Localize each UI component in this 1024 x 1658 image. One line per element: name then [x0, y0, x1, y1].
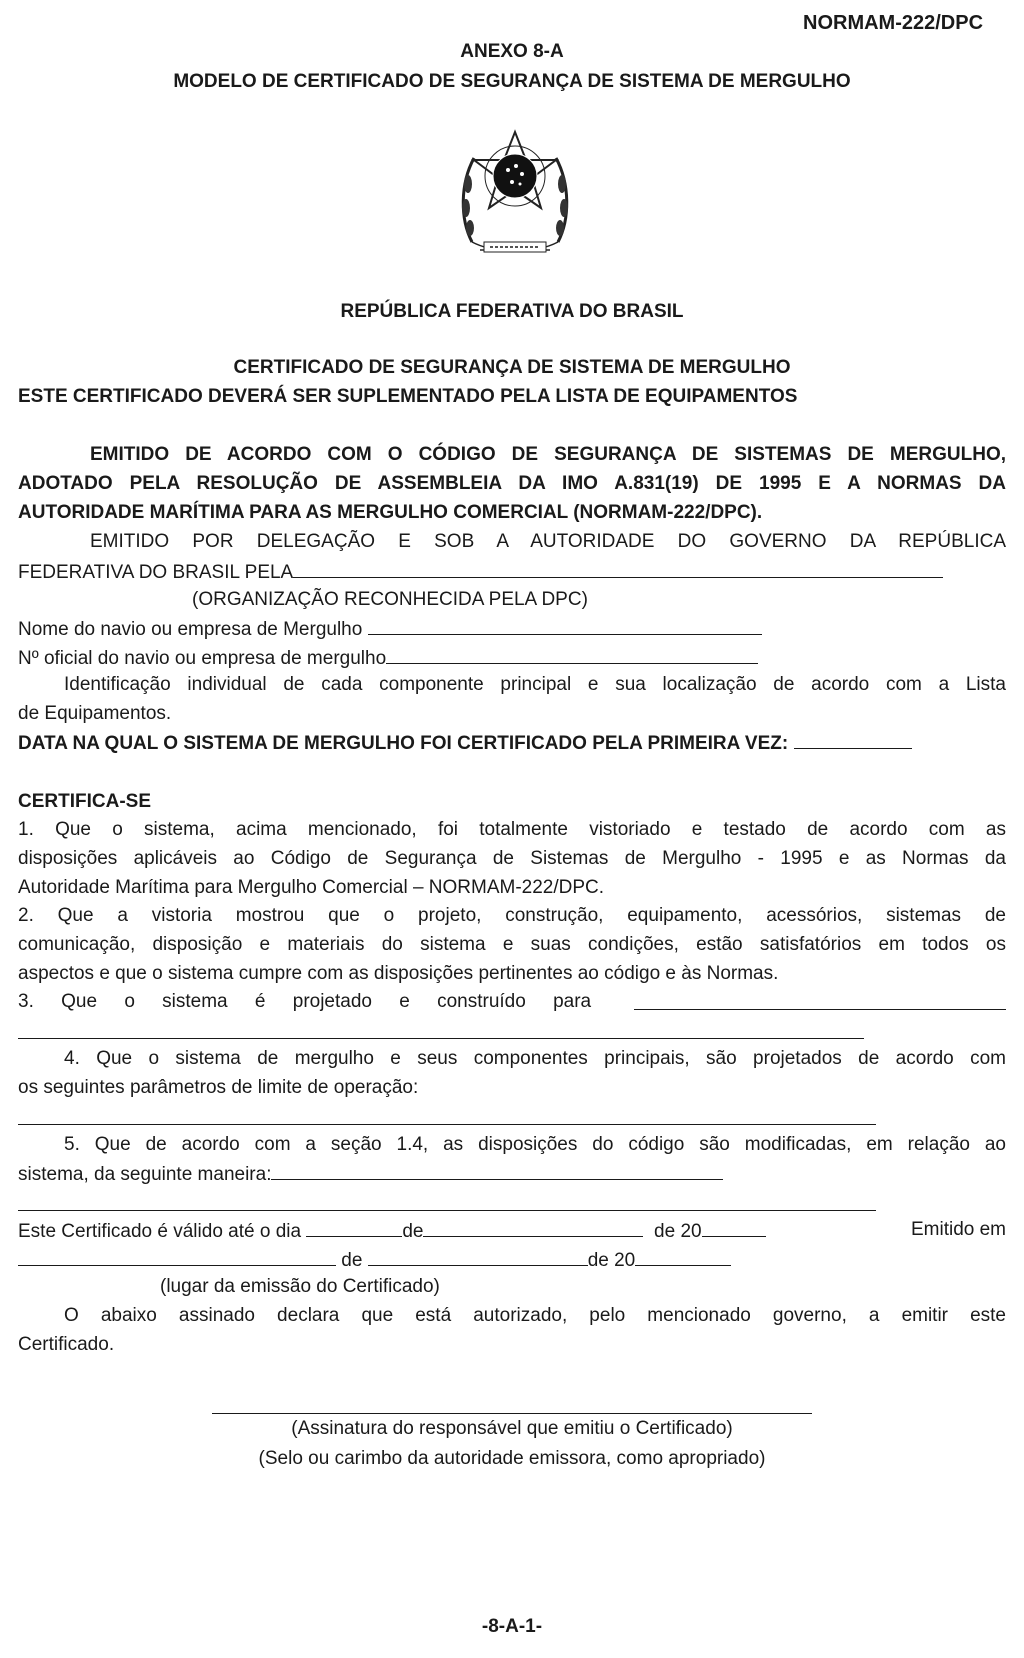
- ship-name-row: Nome do navio ou empresa de Mergulho: [18, 616, 762, 642]
- first-cert-date-row: DATA NA QUAL O SISTEMA DE MERGULHO FOI CERTIFICADO PELA PRIMEIRA VEZ:: [18, 730, 912, 756]
- issued-per-line-3: AUTORIDADE MARÍTIMA PARA AS MERGULHO COMERCIAL (NORMAM-222/DPC).: [18, 502, 763, 523]
- ship-number-row: Nº oficial do navio ou empresa de mergulho: [18, 645, 758, 671]
- item3-field[interactable]: [634, 991, 1006, 1010]
- item1-line-3: Autoridade Marítima para Mergulho Comercial – NORMAM-222/DPC.: [18, 877, 605, 898]
- organization-field[interactable]: [293, 559, 943, 578]
- identification-line-1: Identificação individual de cada componente principal e sua localização de acordo com a Lista: [64, 674, 1006, 695]
- item1-line-1: 1. Que o sistema, acima mencionado, foi totalmente vistoriado e testado de acordo com as: [18, 819, 1006, 840]
- issued-at-label: Emitido em: [910, 1219, 1006, 1240]
- signature-caption: (Assinatura do responsável que emitiu o Certificado): [291, 1418, 733, 1439]
- issue-month-field[interactable]: [368, 1247, 588, 1266]
- seal-caption: (Selo ou carimbo da autoridade emissora, como apropriado): [258, 1448, 766, 1469]
- declaration-line-1: O abaixo assinado declara que está autorizado, pelo mencionado governo, a emitir este: [64, 1305, 1006, 1326]
- issued-by-line-1: EMITIDO POR DELEGAÇÃO E SOB A AUTORIDADE DO GOVERNO DA REPÚBLICA: [90, 531, 1006, 552]
- signature-line[interactable]: [212, 1413, 812, 1414]
- item2-line-1: 2. Que a vistoria mostrou que o projeto, construção, equipamento, acessórios, sistemas de: [18, 905, 1006, 926]
- certifies-heading: CERTIFICA-SE: [18, 791, 151, 812]
- ship-name-field[interactable]: [368, 616, 762, 635]
- valid-day-field[interactable]: [306, 1218, 402, 1237]
- item5-continuation-field[interactable]: [18, 1210, 876, 1211]
- organization-note: (ORGANIZAÇÃO RECONHECIDA PELA DPC): [192, 589, 588, 610]
- item3-row: 3. Que o sistema é projetado e construído para: [18, 990, 1006, 1014]
- coat-of-arms-of-brazil-icon: [450, 124, 580, 274]
- item2-line-3: aspectos e que o sistema cumpre com as disposições pertinentes ao código e às Normas.: [18, 963, 779, 984]
- item4-line-2: os seguintes parâmetros de limite de operação:: [18, 1077, 419, 1098]
- certificate-title: CERTIFICADO DE SEGURANÇA DE SISTEMA DE MERGULHO: [233, 357, 791, 378]
- item5-line-2: sistema, da seguinte maneira:: [18, 1161, 723, 1187]
- page-number: -8-A-1-: [481, 1616, 543, 1637]
- ship-number-field[interactable]: [386, 645, 758, 664]
- item4-line-1: 4. Que o sistema de mergulho e seus componentes principais, são projetados de acordo com: [64, 1048, 1006, 1069]
- validity-row: Este Certificado é válido até o dia de de 20 Emitido em: [18, 1219, 1006, 1242]
- identification-line-2: de Equipamentos.: [18, 703, 172, 724]
- valid-month-field[interactable]: [423, 1218, 643, 1237]
- item1-line-2: disposições aplicáveis ao Código de Segurança de Sistemas de Mergulho - 1995 e as Normas da: [18, 848, 1006, 869]
- item5-field[interactable]: [271, 1161, 723, 1180]
- model-title: MODELO DE CERTIFICADO DE SEGURANÇA DE SISTEMA DE MERGULHO: [173, 71, 851, 92]
- declaration-line-2: Certificado.: [18, 1334, 115, 1355]
- certificate-supplement-note: ESTE CERTIFICADO DEVERÁ SER SUPLEMENTADO PELA LISTA DE EQUIPAMENTOS: [18, 386, 798, 407]
- item3-continuation-field[interactable]: [18, 1038, 864, 1039]
- republic-name: REPÚBLICA FEDERATIVA DO BRASIL: [340, 301, 684, 322]
- annex-title: ANEXO 8-A: [460, 41, 564, 62]
- normam-reference: NORMAM-222/DPC: [803, 12, 984, 34]
- issued-per-line-1: EMITIDO DE ACORDO COM O CÓDIGO DE SEGURANÇA DE SISTEMAS DE MERGULHO,: [90, 444, 1006, 465]
- first-cert-date-field[interactable]: [794, 730, 912, 749]
- item4-field[interactable]: [18, 1124, 876, 1125]
- item5-line-1: 5. Que de acordo com a seção 1.4, as disposições do código são modificadas, em relação ao: [64, 1134, 1006, 1155]
- place-note: (lugar da emissão do Certificado): [160, 1276, 440, 1297]
- item2-line-2: comunicação, disposição e materiais do sistema e suas condições, estão satisfatórios em todos os: [18, 934, 1006, 955]
- valid-year-field[interactable]: [702, 1218, 766, 1237]
- issue-year-field[interactable]: [635, 1247, 731, 1266]
- issue-place-field[interactable]: [18, 1247, 336, 1266]
- issued-by-line-2: FEDERATIVA DO BRASIL PELA: [18, 559, 943, 585]
- issue-date-row: de de 20: [18, 1247, 731, 1273]
- issued-per-line-2: ADOTADO PELA RESOLUÇÃO DE ASSEMBLEIA DA IMO A.831(19) DE 1995 E A NORMAS DA: [18, 473, 1006, 494]
